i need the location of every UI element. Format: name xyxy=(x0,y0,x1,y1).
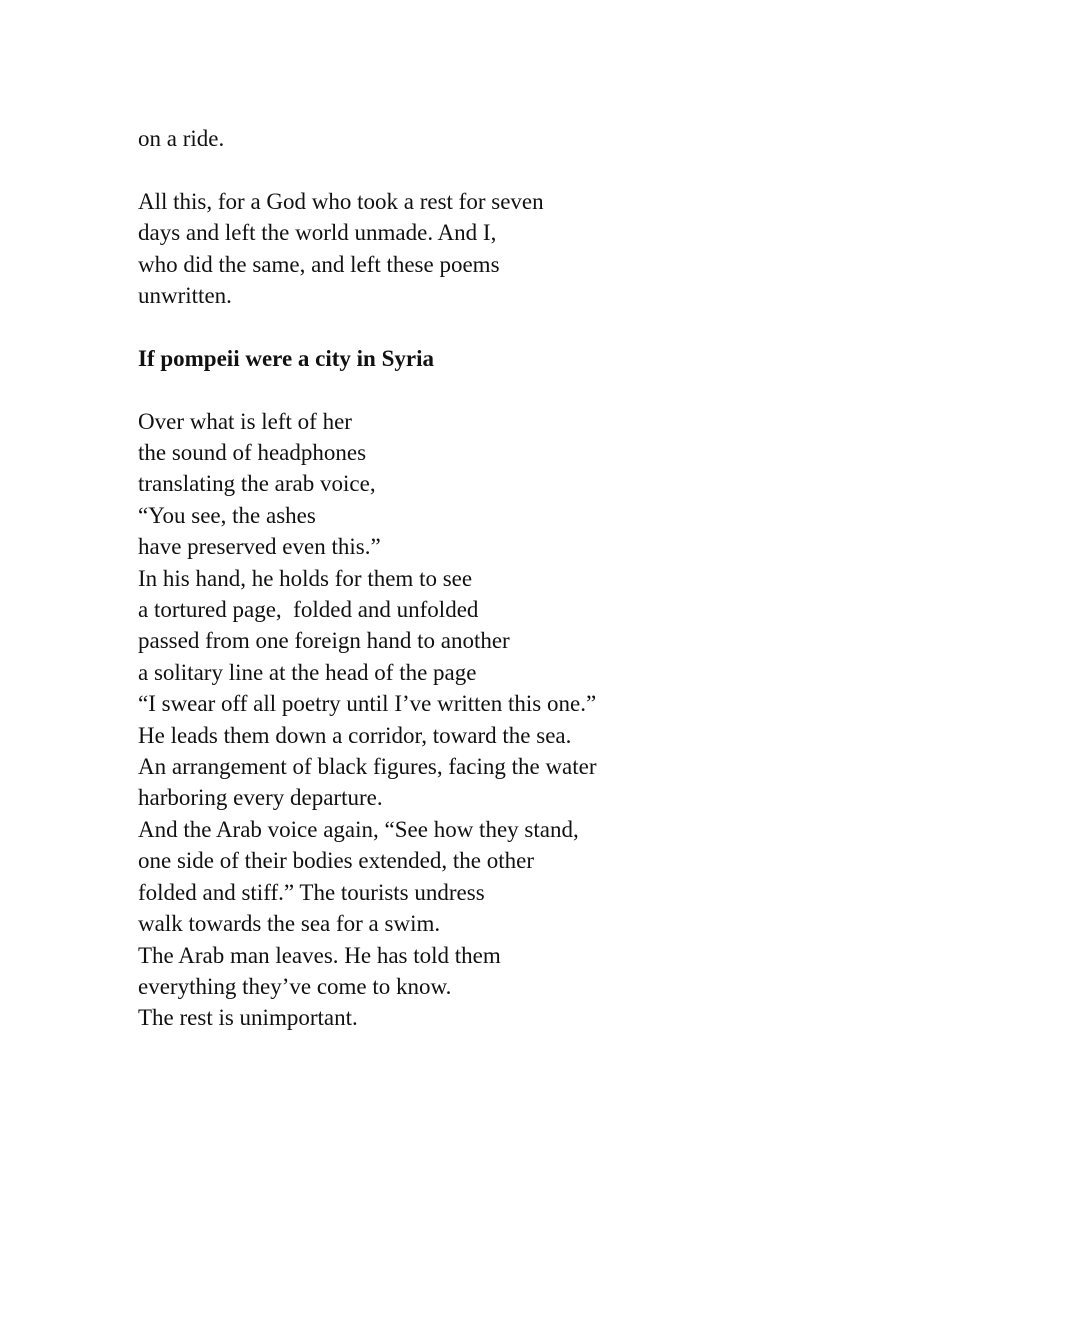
poem-text-column xyxy=(138,123,898,1065)
previous-poem-closing-stanza xyxy=(138,186,898,312)
poem-line: “I swear off all poetry until I’ve written this one.” xyxy=(138,691,597,717)
poem-line: who did the same, and left these poems xyxy=(138,251,500,277)
previous-poem-fragment xyxy=(138,123,898,154)
poem-line: Over what is left of her xyxy=(138,408,352,434)
poem-line: The rest is unimportant. xyxy=(138,1005,358,1031)
poem-line: everything they’ve come to know. xyxy=(138,973,452,999)
poem-line: harboring every departure. xyxy=(138,785,383,811)
poem-line: a solitary line at the head of the page xyxy=(138,659,477,685)
poem-line: on a ride. xyxy=(138,126,225,151)
poem-line: walk towards the sea for a swim. xyxy=(138,911,441,937)
poem-line: He leads them down a corridor, toward the sea. xyxy=(138,722,572,748)
poem-line: “You see, the ashes xyxy=(138,502,316,528)
poem-line: An arrangement of black figures, facing the water xyxy=(138,754,597,780)
poem-line: The Arab man leaves. He has told them xyxy=(138,942,501,968)
poem-line: passed from one foreign hand to another xyxy=(138,628,510,654)
poem-line: All this, for a God who took a rest for seven xyxy=(138,188,544,214)
poem-line: have preserved even this.” xyxy=(138,534,381,560)
poem-body xyxy=(138,406,898,1034)
poem-line: one side of their bodies extended, the other xyxy=(138,848,534,874)
poem-line: unwritten. xyxy=(138,283,232,309)
poem-line: translating the arab voice, xyxy=(138,471,376,497)
poem-line: In his hand, he holds for them to see xyxy=(138,565,473,591)
poem-title: If pompeii were a city in Syria xyxy=(138,345,434,371)
poem-line: And the Arab voice again, “See how they stand, xyxy=(138,816,579,842)
poem-line: folded and stiff.” The tourists undress xyxy=(138,879,485,905)
poem-line: a tortured page, folded and unfolded xyxy=(138,597,479,623)
poem-line: days and left the world unmade. And I, xyxy=(138,220,497,246)
poem-line: the sound of headphones xyxy=(138,440,367,466)
